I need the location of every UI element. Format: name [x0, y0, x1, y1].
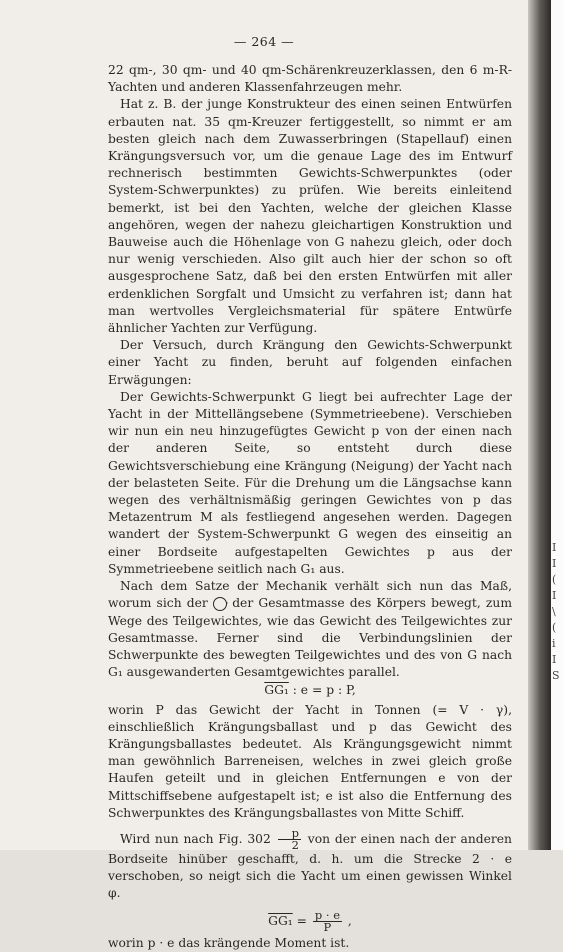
formula-displacement-eq: =	[292, 913, 311, 928]
shift-text-a: Wird nun nach Fig. 302	[120, 831, 271, 846]
page-number: — 264 —	[233, 34, 295, 49]
paragraph-center-of-gravity: Der Gewichts-Schwerpunkt G liegt bei aufrechter Lage der Yacht in der Mittellängsebene (Symmetrieebene). Verschieben wir nun ein neu hinzugefügtes Gewicht p von der einen nach der anderen Seite, so entsteht durch diese Gewichtsverschiebung eine Krängung (Neigung) der Yacht nach der belasteten Seite. Für die Drehung um die Längsachse kann wegen des verhältnismäßig geringen Gewichtes von p das Metazentrum M als festliegend angesehen werden. Dagegen wandert der System-Schwerpunkt G wegen des einseitig an einer Bordseite aufgestapelten Gewichtes p aus der Symmetrieebene seitlich nach G₁ aus.	[108, 389, 512, 576]
paragraph-definitions: worin P das Gewicht der Yacht in Tonnen (= V · γ), einschließlich Krängungsballast und p das Gewicht des Krängungsballastes bedeutet. Als Krängungsgewicht nimmt man gewöhnlich Barreneisen, welches in zwei gleich große Haufen geteilt und in gleichen Entfernungen e von der Mittschiffsebene aufgestapelt ist; e ist also die Entfernung des Schwerpunktes des Krängungsballastes von Mitte Schiff.	[108, 702, 512, 820]
edge-glyph: I	[552, 557, 557, 570]
edge-glyph: \	[552, 605, 556, 618]
edge-glyph: S	[552, 669, 560, 682]
formula-displacement-tail: ,	[344, 913, 352, 928]
formula-ratio	[108, 682, 512, 699]
center-of-gravity-symbol-icon: ·	[213, 597, 227, 611]
mechanics-text-b: der Gesamtmasse des Körpers bewegt, zum Wege des Teilgewichtes, wie das Gewicht des Teilgewichtes zur Gesamtmasse. Ferner sind die Verbindungslinien der Schwerpunkte des bewegten Teilgewichtes und des von G nach G₁ ausgewanderten Gesamtgewichtes parallel.	[108, 596, 512, 680]
formula-ratio-rest: : e = p : P,	[288, 683, 356, 698]
adjacent-page-edge	[552, 540, 563, 684]
paragraph-example: Hat z. B. der junge Konstrukteur des einen seinen Entwürfen erbauten nat. 35 qm-Kreuzer fertiggestellt, so nimmt er am besten gleich nach dem Zuwasserbringen (Stapellauf) einen Krängungsversuch vor, um die genaue Lage des im Entwurf rechnerisch bestimmten Gewichts-Schwerpunktes (oder System-Schwerpunktes) zu prüfen. Wie bereits einleitend bemerkt, ist bei den Yachten, welche der gleichen Klasse angehören, wegen der nahezu gleichartigen Konstruktion und Bauweise auch die Höhenlage von G nahezu gleich, oder doch nur wenig verschieden. Also gilt auch hier der schon so oft ausgesprochene Satz, daß bei den ersten Entwürfen mit aller erdenklichen Sorgfalt und Umsicht zu verfahren ist; dann hat man wertvolles Vergleichsmaterial für spätere Entwürfe ähnlicher Yachten zur Verfügung.	[108, 97, 512, 336]
paragraph-continuation: 22 qm-, 30 qm- und 40 qm-Schärenkreuzerklassen, den 6 m-R-Yachten und anderen Klassenfahrzeugen mehr.	[108, 63, 512, 95]
formula-displacement-segment: GG₁	[268, 913, 293, 928]
mechanics-text-a: Nach dem Satze der Mechanik verhält sich nun das Maß, worum sich der	[108, 579, 512, 611]
formula-ratio-segment: GG₁	[264, 683, 289, 698]
fraction-half-p	[278, 825, 301, 852]
paragraph-experiment-intro: Der Versuch, durch Krängung den Gewichts-Schwerpunkt einer Yacht zu finden, beruht auf folgenden einfachen Erwägungen:	[108, 338, 512, 387]
edge-glyph: (	[552, 573, 557, 586]
edge-glyph: I	[552, 653, 557, 666]
fraction-numerator: p	[278, 828, 301, 840]
paragraph-shift	[108, 825, 512, 903]
fraction-moment-numerator: p · e	[314, 907, 340, 922]
shift-text-b: von der einen nach der anderen Bordseite hinüber geschafft, d. h. um die Strecke 2 · e verschoben, so neigt sich die Yacht um einen gewissen Winkel φ.	[108, 831, 512, 901]
edge-glyph: I	[552, 541, 557, 554]
edge-glyph: i	[552, 637, 556, 650]
edge-glyph: (	[552, 621, 557, 634]
body-text	[108, 62, 512, 952]
fraction-moment-denominator: P	[323, 919, 332, 934]
paragraph-moment: worin p · e das krängende Moment ist.	[108, 935, 350, 950]
fraction-moment	[313, 907, 342, 934]
formula-displacement	[108, 907, 512, 934]
fraction-denominator: 2	[291, 837, 299, 852]
paragraph-mechanics	[108, 578, 512, 681]
edge-glyph: I	[552, 589, 557, 602]
book-gutter	[528, 0, 563, 850]
